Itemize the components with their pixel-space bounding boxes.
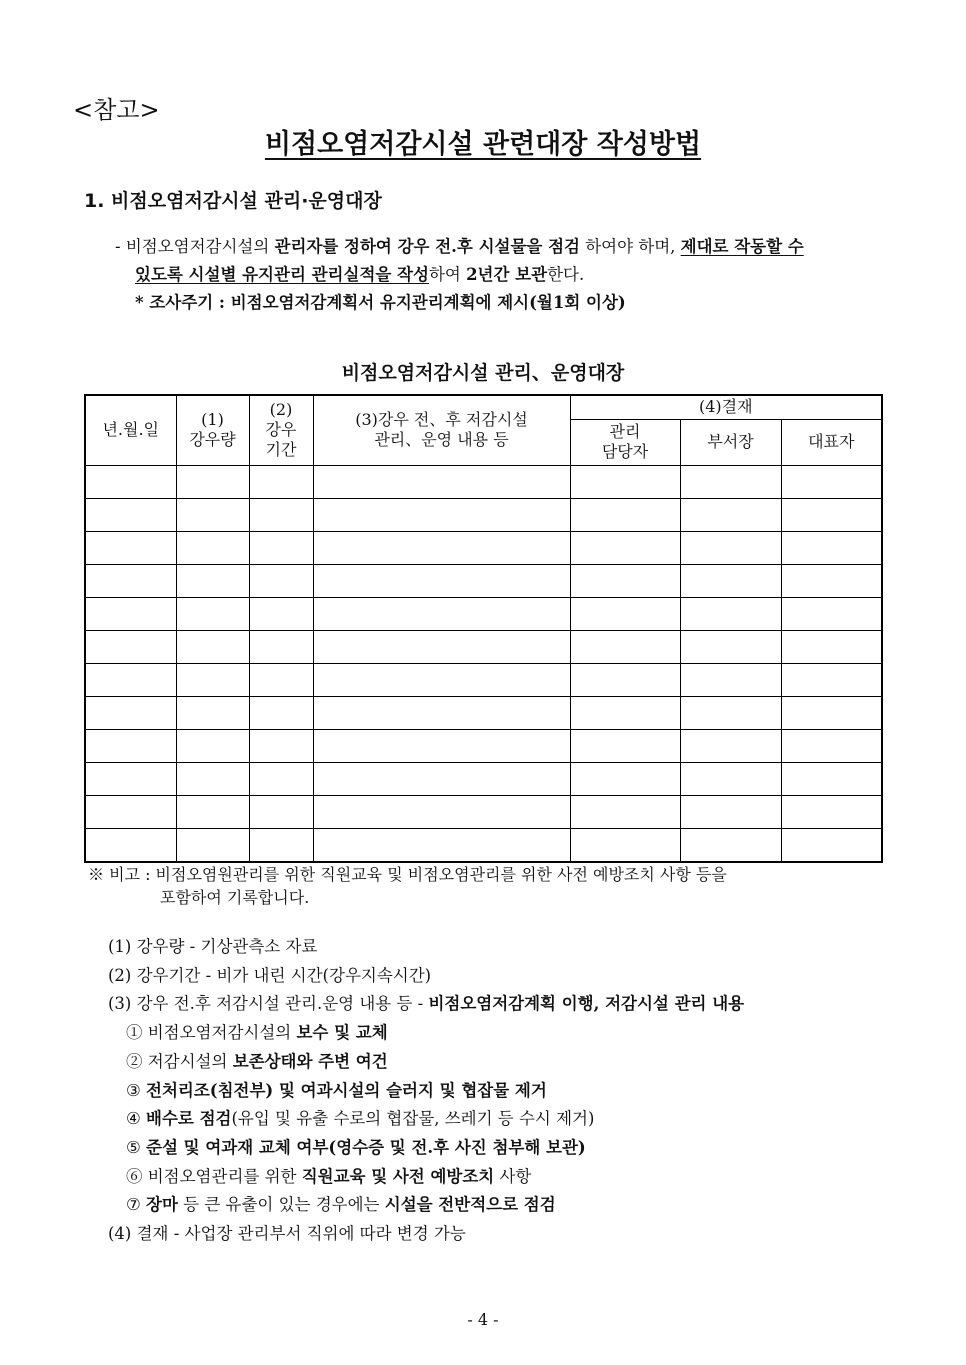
table-cell: [85, 663, 176, 696]
table-cell: [680, 795, 781, 828]
survey-cycle: * 조사주기 : 비점오염저감계획서 유지관리계획에 제시(월1회 이상): [135, 293, 626, 312]
table-cell: [249, 630, 313, 663]
table-row: [85, 696, 882, 729]
table-cell: [85, 696, 176, 729]
header-content: (3)강우 전、후 저감시설 관리、운영 내용 등: [313, 395, 570, 465]
table-cell: [85, 531, 176, 564]
table-cell: [680, 696, 781, 729]
table-body: [85, 465, 882, 862]
table-cell: [313, 498, 570, 531]
table-cell: [680, 663, 781, 696]
table-cell: [313, 531, 570, 564]
sub-item-2: ② 저감시설의 보존상태와 주변 여건: [126, 1051, 388, 1071]
table-cell: [570, 564, 680, 597]
table-cell: [781, 564, 882, 597]
table-cell: [249, 465, 313, 498]
table-cell: [781, 597, 882, 630]
remarks-note: ※ 비고 : 비점오염원관리를 위한 직원교육 및 비점오염관리를 위한 사전 예방조치 사항 등을 포함하여 기록합니다.: [88, 865, 727, 907]
table-cell: [781, 729, 882, 762]
page-title: 비점오염저감시설 관련대장 작성방법: [264, 129, 702, 160]
table-cell: [176, 696, 249, 729]
table-cell: [570, 762, 680, 795]
table-row: [85, 663, 882, 696]
header-rainfall: (1) 강우량: [176, 395, 249, 465]
table-cell: [781, 630, 882, 663]
table-row: [85, 828, 882, 862]
table-cell: [313, 630, 570, 663]
table-cell: [313, 696, 570, 729]
table-cell: [570, 465, 680, 498]
table-cell: [176, 531, 249, 564]
table-cell: [85, 465, 176, 498]
header-row-1: [85, 395, 882, 419]
table-cell: [680, 531, 781, 564]
table-row: [85, 531, 882, 564]
table-cell: [249, 729, 313, 762]
table-cell: [176, 828, 249, 862]
table-cell: [313, 828, 570, 862]
table-cell: [313, 564, 570, 597]
table-cell: [85, 762, 176, 795]
table-cell: [680, 828, 781, 862]
explanation-list: [108, 933, 744, 1249]
table-cell: [680, 729, 781, 762]
sub-item-3: ③ 전처리조(침전부) 및 여과시설의 슬러지 및 협잡물 제거: [126, 1080, 547, 1100]
table-row: [85, 729, 882, 762]
table-cell: [570, 795, 680, 828]
table-cell: [176, 597, 249, 630]
table-cell: [176, 795, 249, 828]
table-cell: [680, 762, 781, 795]
header-representative: 대표자: [781, 419, 882, 465]
table-cell: [249, 696, 313, 729]
table-cell: [85, 498, 176, 531]
item-2: (2) 강우기간 - 비가 내린 시간(강우지속시간): [108, 965, 432, 985]
header-dept-head: 부서장: [680, 419, 781, 465]
table-cell: [570, 531, 680, 564]
reference-label: <참고>: [73, 96, 160, 124]
intro-line-2: 있도록 시설별 유지관리 관리실적을 작성하여 2년간 보관한다.: [135, 265, 585, 284]
table-cell: [570, 498, 680, 531]
header-manager: 관리 담당자: [570, 419, 680, 465]
table-cell: [249, 498, 313, 531]
table-cell: [781, 762, 882, 795]
table-cell: [176, 663, 249, 696]
table-cell: [176, 564, 249, 597]
table-title: 비점오염저감시설 관리、운영대장: [341, 362, 625, 384]
table-cell: [249, 795, 313, 828]
table-cell: [570, 597, 680, 630]
page-number: - 4 -: [467, 1310, 499, 1329]
table-cell: [781, 531, 882, 564]
table-cell: [680, 597, 781, 630]
table-cell: [313, 663, 570, 696]
table-cell: [249, 663, 313, 696]
table-cell: [781, 498, 882, 531]
table-cell: [781, 663, 882, 696]
table-cell: [176, 630, 249, 663]
table-row: [85, 795, 882, 828]
table-cell: [85, 729, 176, 762]
intro-line-1: - 비점오염저감시설의 관리자를 정하여 강우 전.후 시설물을 점검 하여야 하며, 제대로 작동할 수: [115, 237, 804, 256]
header-approval: (4)결재: [570, 395, 882, 419]
table-cell: [680, 498, 781, 531]
table-cell: [570, 696, 680, 729]
sub-item-1: ① 비점오염저감시설의 보수 및 교체: [126, 1023, 388, 1043]
table-cell: [176, 498, 249, 531]
table-row: [85, 498, 882, 531]
table-cell: [249, 531, 313, 564]
sub-item-5: ⑤ 준설 및 여과재 교체 여부(영수증 및 전.후 사진 첨부해 보관): [126, 1137, 586, 1157]
table-cell: [176, 729, 249, 762]
table-row: [85, 564, 882, 597]
table-cell: [570, 663, 680, 696]
table-cell: [781, 465, 882, 498]
table-cell: [85, 564, 176, 597]
table-cell: [313, 465, 570, 498]
table-cell: [249, 828, 313, 862]
table-cell: [249, 762, 313, 795]
table-cell: [570, 630, 680, 663]
table-row: [85, 762, 882, 795]
table-row: [85, 630, 882, 663]
table-cell: [680, 465, 781, 498]
table-cell: [249, 564, 313, 597]
table-cell: [85, 795, 176, 828]
table-row: [85, 465, 882, 498]
table-cell: [680, 630, 781, 663]
table-cell: [85, 630, 176, 663]
table-cell: [781, 696, 882, 729]
table-cell: [85, 597, 176, 630]
intro-paragraph: [115, 233, 895, 317]
sub-item-6: ⑥ 비점오염관리를 위한 직원교육 및 사전 예방조치 사항: [126, 1166, 532, 1186]
table-cell: [680, 564, 781, 597]
table-cell: [570, 729, 680, 762]
table-cell: [249, 597, 313, 630]
management-register-table: [84, 394, 883, 863]
item-1: (1) 강우량 - 기상관측소 자료: [108, 937, 318, 956]
table-cell: [781, 795, 882, 828]
item-3: (3) 강우 전.후 저감시설 관리.운영 내용 등 - 비점오염저감계획 이행, 저감시설 관리 내용: [108, 994, 745, 1014]
table-cell: [313, 762, 570, 795]
table-row: [85, 597, 882, 630]
table-cell: [313, 597, 570, 630]
item-4: (4) 결재 - 사업장 관리부서 직위에 따라 변경 가능: [108, 1224, 466, 1244]
sub-item-4: ④ 배수로 점검(유입 및 유출 수로의 협잡물, 쓰레기 등 수시 제거): [126, 1109, 595, 1129]
table-cell: [313, 795, 570, 828]
table-cell: [313, 729, 570, 762]
header-rain-period: (2) 강우 기간: [249, 395, 313, 465]
sub-item-7: ⑦ 장마 등 큰 유출이 있는 경우에는 시설을 전반적으로 점검: [126, 1195, 556, 1215]
table-cell: [176, 762, 249, 795]
table-cell: [85, 828, 176, 862]
section-1-title: 1. 비점오염저감시설 관리·운영대장: [84, 190, 382, 212]
header-date: 년.월.일: [85, 395, 176, 465]
table-cell: [570, 828, 680, 862]
table-cell: [781, 828, 882, 862]
table-cell: [176, 465, 249, 498]
